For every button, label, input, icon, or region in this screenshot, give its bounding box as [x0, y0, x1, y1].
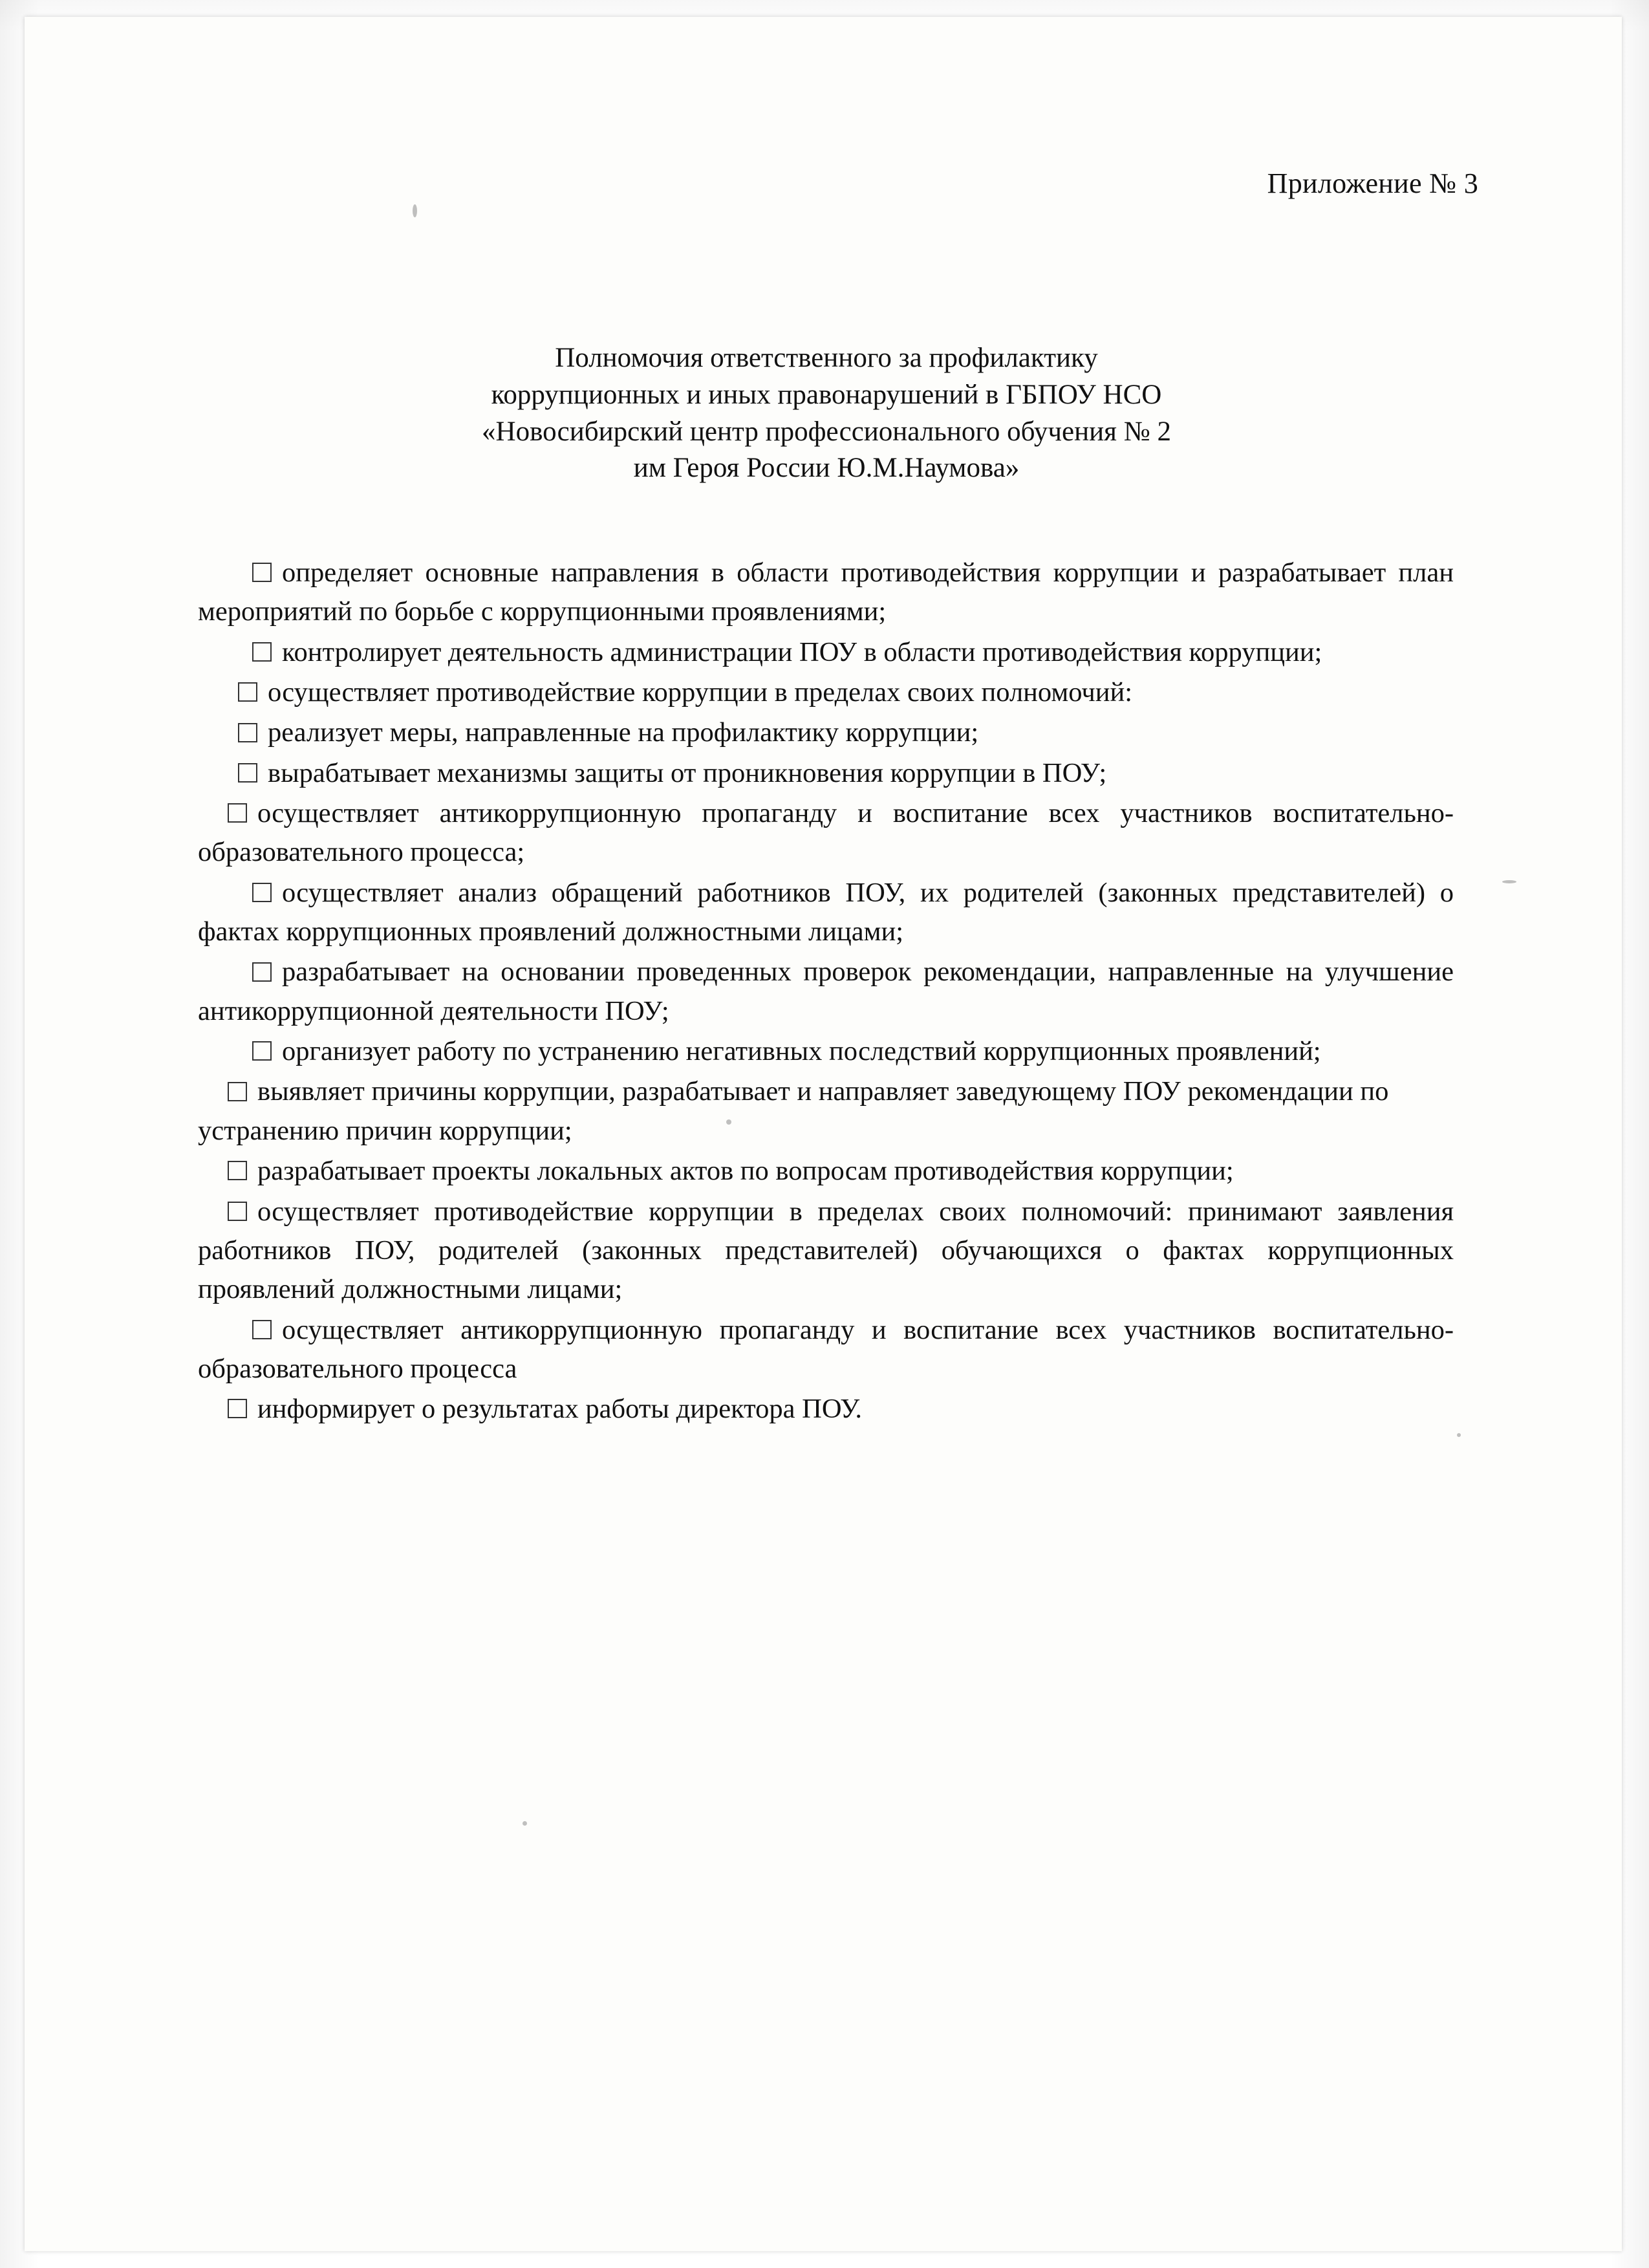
list-item-text: организует работу по устранению негативных последствий коррупционных проявлений;	[282, 1036, 1321, 1067]
list-item	[198, 953, 1454, 1031]
document-title	[193, 340, 1460, 487]
empty-square-bullet-icon	[238, 682, 257, 702]
empty-square-bullet-icon	[252, 642, 272, 662]
title-line-2: коррупционных и иных правонарушений в ГБПОУ НСО	[491, 379, 1162, 410]
empty-square-bullet-icon	[252, 563, 272, 582]
list-item-text: информирует о результатах работы директора ПОУ.	[257, 1394, 862, 1425]
list-item-text: выявляет причины коррупции, разрабатывает и направляет заведующему ПОУ рекомендации по устранению причин коррупции;	[198, 1076, 1389, 1146]
list-item-text: осуществляет антикоррупционную пропаганду и воспитание всех участников воспитательно-образовательного процесса	[198, 1314, 1454, 1384]
empty-square-bullet-icon	[228, 1202, 247, 1221]
scan-speck	[726, 1119, 731, 1125]
list-item-text: разрабатывает на основании проведенных проверок рекомендации, направленные на улучшение антикоррупционной деятельности ПОУ;	[198, 956, 1454, 1026]
appendix-label: Приложение № 3	[1267, 167, 1478, 199]
list-item-text: контролирует деятельность администрации ПОУ в области противодействия коррупции;	[282, 636, 1322, 667]
empty-square-bullet-icon	[252, 1320, 272, 1339]
list-item	[198, 554, 1454, 632]
title-line-1: Полномочия ответственного за профилактику	[555, 343, 1098, 373]
empty-square-bullet-icon	[238, 723, 257, 742]
empty-square-bullet-icon	[252, 1041, 272, 1061]
paper-sheet	[25, 17, 1622, 2251]
empty-square-bullet-icon	[238, 763, 257, 783]
list-item-text: осуществляет противодействие коррупции в пределах своих полномочий: принимают заявления работников ПОУ, родителей (законных представителей) обучающихся о фактах коррупционных проявлений должностными лицами;	[198, 1196, 1454, 1305]
list-item	[198, 673, 1454, 712]
empty-square-bullet-icon	[228, 1161, 247, 1180]
list-item	[198, 1311, 1454, 1389]
empty-square-bullet-icon	[252, 962, 272, 982]
list-item-text: реализует меры, направленные на профилактику коррупции;	[268, 717, 979, 748]
list-item	[198, 874, 1454, 952]
list-item	[198, 1152, 1454, 1191]
empty-square-bullet-icon	[228, 1399, 247, 1418]
title-line-3: «Новосибирский центр профессионального обучения № 2	[482, 416, 1171, 447]
list-item	[198, 794, 1454, 872]
document-content	[25, 17, 1622, 2251]
list-item-text: вырабатывает механизмы защиты от проникновения коррупции в ПОУ;	[268, 757, 1107, 788]
list-item	[198, 633, 1454, 672]
title-line-4: им Героя России Ю.М.Наумова»	[633, 453, 1020, 484]
empty-square-bullet-icon	[228, 1082, 247, 1101]
list-item	[198, 1032, 1454, 1071]
scan-speck	[523, 1821, 527, 1826]
empty-square-bullet-icon	[252, 883, 272, 902]
powers-list	[198, 554, 1454, 1431]
list-item-text: разрабатывает проекты локальных актов по вопросам противодействия коррупции;	[257, 1156, 1234, 1187]
empty-square-bullet-icon	[228, 803, 247, 823]
list-item-text: осуществляет антикоррупционную пропаганду и воспитание всех участников воспитательно-образовательного процесса;	[198, 798, 1454, 868]
list-item-text: определяет основные направления в области противодействия коррупции и разрабатывает план мероприятий по борьбе с коррупционными проявлениями;	[198, 557, 1454, 627]
scan-speck	[413, 204, 417, 217]
list-item	[198, 1193, 1454, 1310]
list-item-text: осуществляет анализ обращений работников ПОУ, их родителей (законных представителей) о фактах коррупционных проявлений должностными лицами;	[198, 877, 1454, 947]
list-item	[198, 1072, 1454, 1150]
scan-speck	[1457, 1433, 1461, 1437]
list-item	[198, 713, 1454, 752]
list-item	[198, 754, 1454, 793]
list-item-text: осуществляет противодействие коррупции в пределах своих полномочий:	[268, 677, 1133, 708]
scan-speck	[1502, 880, 1516, 883]
list-item	[198, 1390, 1454, 1429]
